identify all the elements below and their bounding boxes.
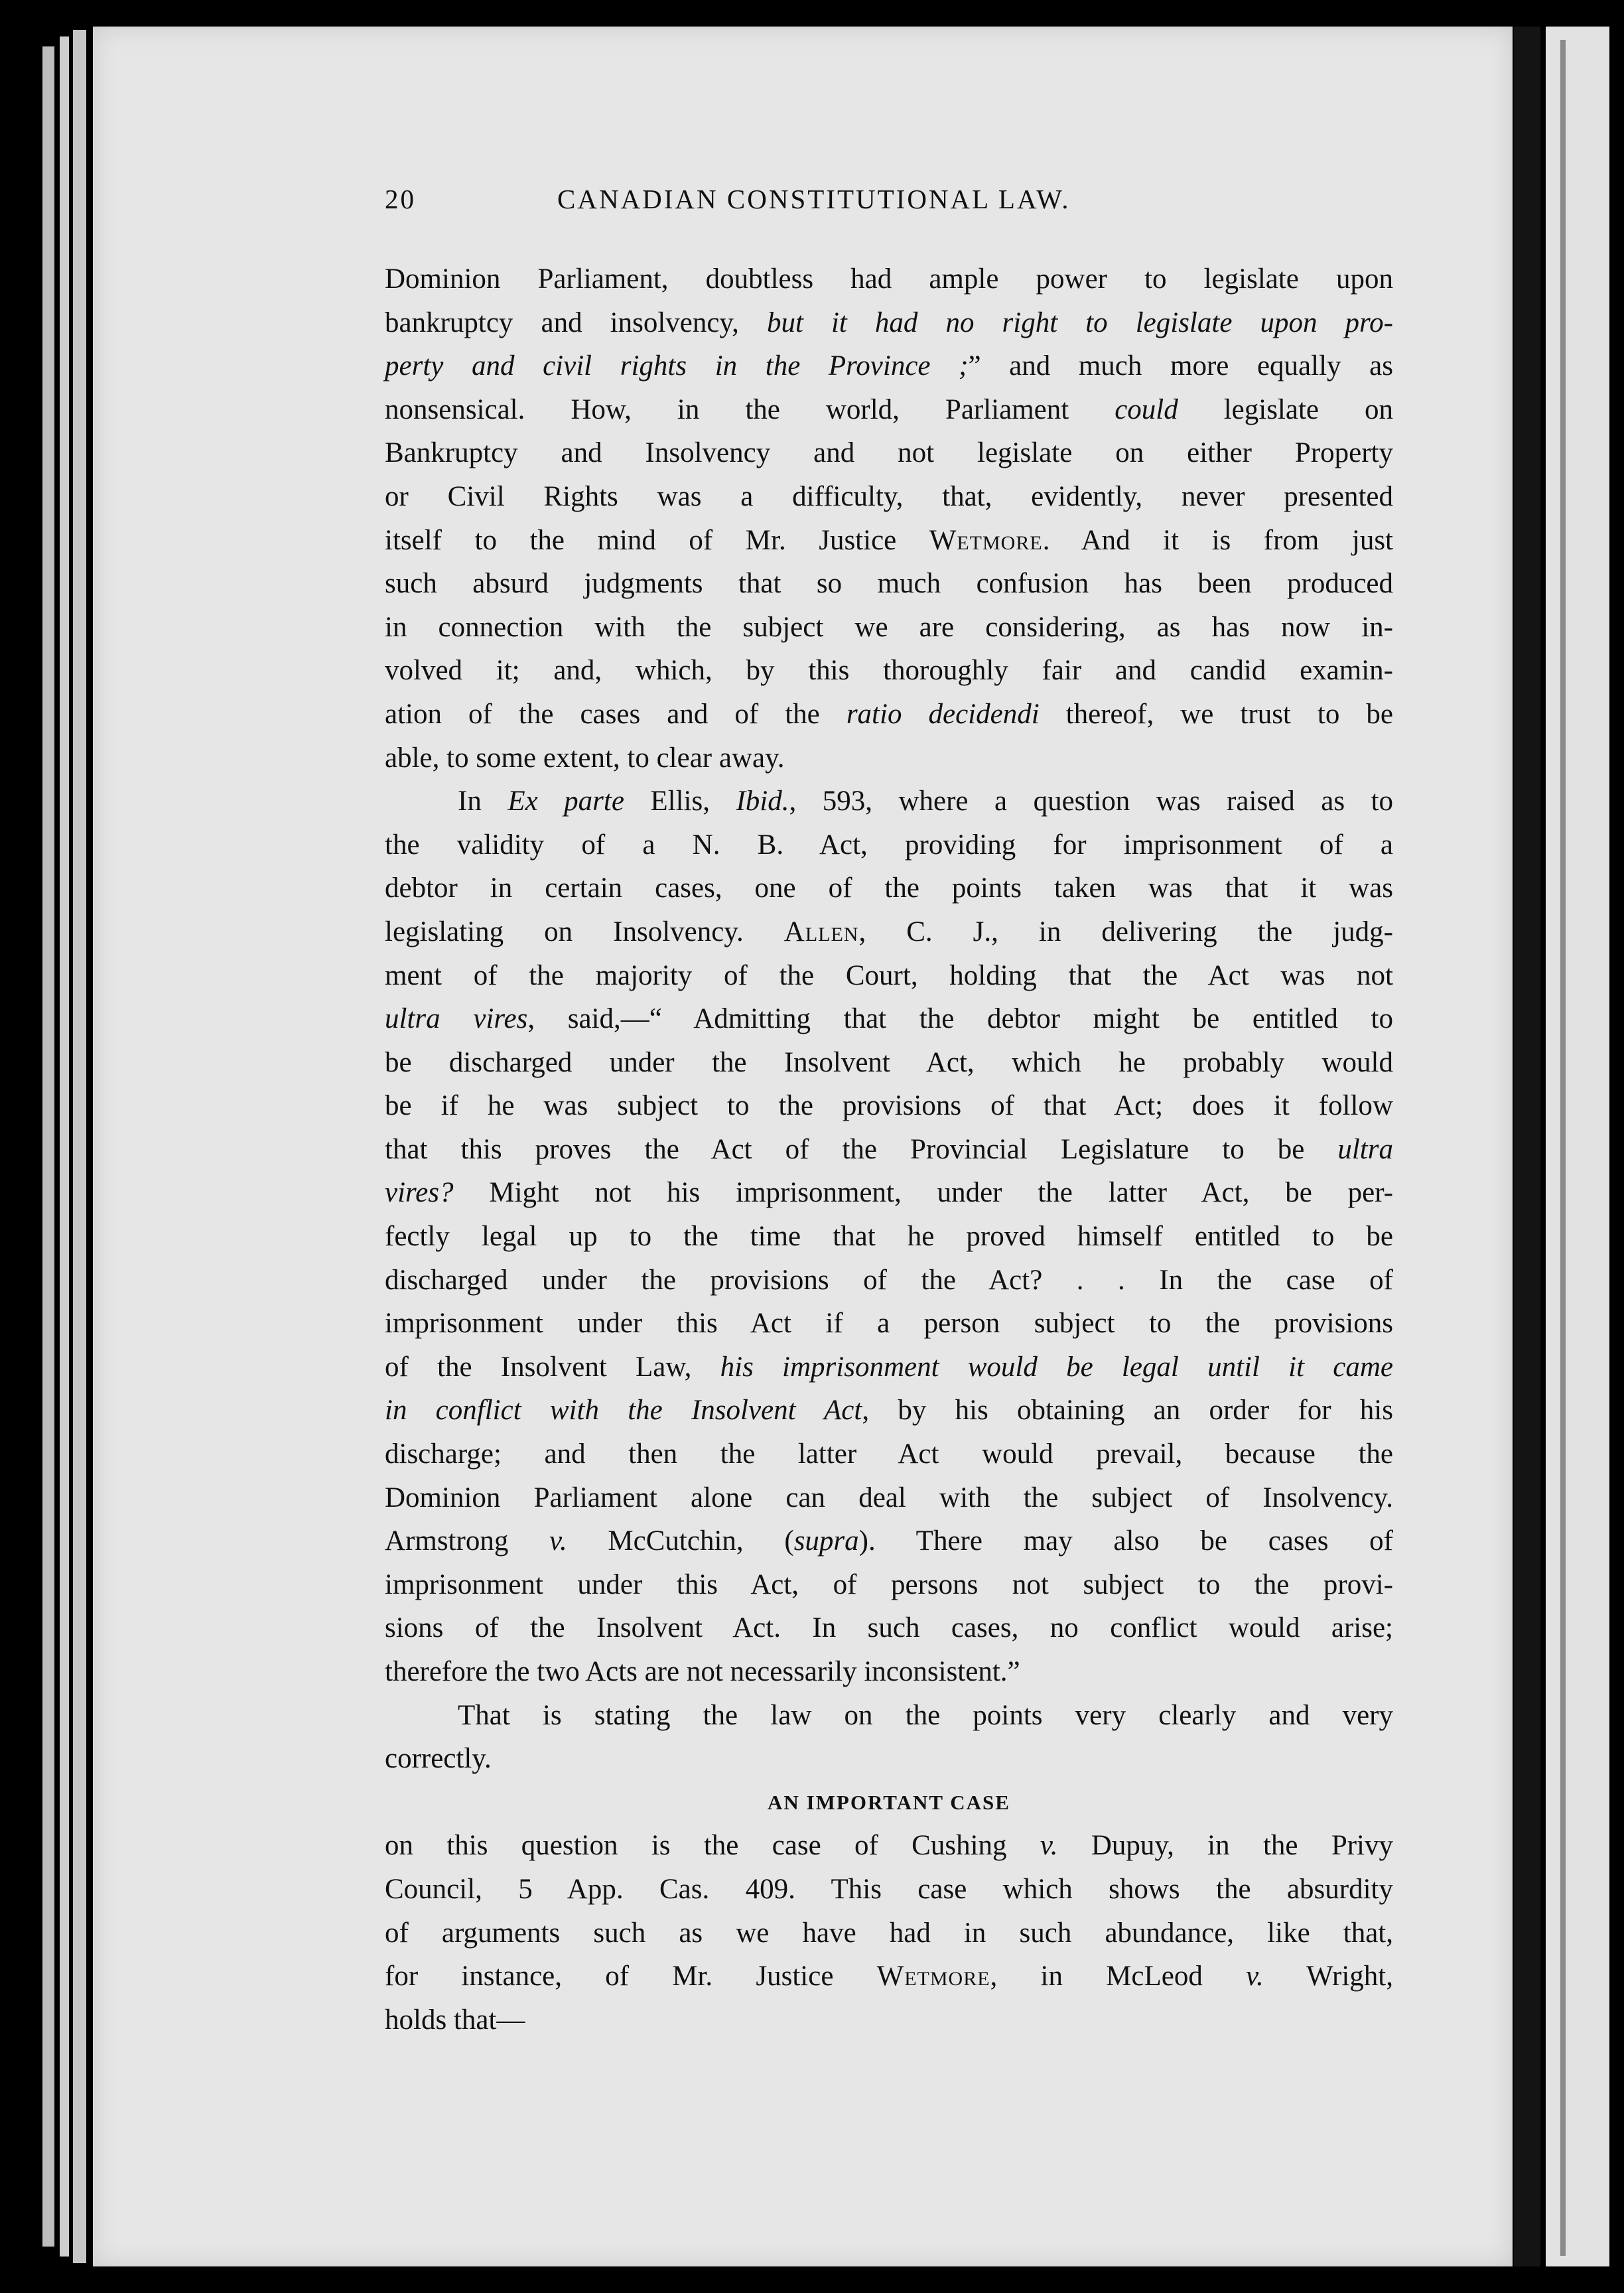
text-line <box>385 1955 1393 1998</box>
text-line <box>385 1606 1393 1650</box>
page-edge <box>60 36 69 2257</box>
text-run: That is stating the law on the points very clearly and very <box>458 1699 1393 1731</box>
facing-page-edge <box>1546 27 1609 2266</box>
text-line <box>385 867 1393 910</box>
italic-text: perty and civil rights in the Province ; <box>385 350 969 382</box>
text-run: discharge; and then the latter Act would prevail, because the <box>385 1438 1393 1470</box>
text-run: be if he was subject to the provisions of that Act; does it follow <box>385 1090 1393 1122</box>
italic-text: v. <box>1040 1830 1058 1862</box>
text-run: correctly. <box>385 1743 492 1775</box>
text-line <box>385 1389 1393 1432</box>
text-run: In <box>458 786 508 817</box>
italic-text: in conflict with the Insolvent Act <box>385 1395 862 1426</box>
text-run: , 593, where a question was raised as to <box>789 786 1394 817</box>
italic-text: vires? <box>385 1177 454 1209</box>
small-caps-name: Wetmore <box>876 1961 990 1992</box>
text-run: ). There may also be cases of <box>858 1525 1393 1557</box>
text-run: Armstrong <box>385 1525 550 1557</box>
book-gutter <box>1514 27 1540 2266</box>
text-line <box>385 257 1393 301</box>
text-line <box>385 1128 1393 1172</box>
text-line <box>385 997 1393 1041</box>
text-line <box>385 1824 1393 1868</box>
text-line <box>385 1302 1393 1346</box>
text-line <box>385 736 1393 780</box>
paragraph-4 <box>385 1824 1393 2042</box>
italic-text: Ex parte <box>508 786 624 817</box>
text-line <box>385 388 1393 432</box>
text-run: . And it is from just <box>1042 524 1393 556</box>
text-run: of arguments such as we have had in such abundance, like that, <box>385 1917 1393 1949</box>
text-run: legislate on <box>1178 393 1393 425</box>
text-run: be discharged under the Insolvent Act, which he probably would <box>385 1046 1393 1078</box>
text-run: Dominion Parliament alone can deal with the subject of Insolvency. <box>385 1482 1393 1513</box>
text-run: Bankruptcy and Insolvency and not legislate on either Property <box>385 437 1393 469</box>
text-run: on this question is the case of Cushing <box>385 1830 1040 1862</box>
text-run: volved it; and, which, by this thoroughly fair and candid examin- <box>385 655 1393 687</box>
text-line <box>385 301 1393 345</box>
page-edge <box>42 46 54 2247</box>
text-run: or Civil Rights was a difficulty, that, evidently, never presented <box>385 480 1393 512</box>
text-run: the validity of a N. B. Act, providing for imprisonment of a <box>385 829 1393 861</box>
paragraph-2 <box>385 780 1393 1693</box>
text-line <box>385 1084 1393 1128</box>
italic-text: could <box>1115 393 1178 425</box>
text-line <box>385 1259 1393 1302</box>
text-line <box>385 649 1393 693</box>
text-line <box>385 1432 1393 1476</box>
text-line <box>385 1041 1393 1085</box>
paragraph-1 <box>385 257 1393 780</box>
text-line <box>385 823 1393 867</box>
text-run: debtor in certain cases, one of the points taken was that it was <box>385 872 1393 904</box>
text-run: , C. J., in delivering the judg- <box>858 916 1393 947</box>
text-line <box>385 954 1393 998</box>
running-title: CANADIAN CONSTITUTIONAL LAW. <box>557 184 1071 214</box>
text-run: imprisonment under this Act, of persons not subject to the provi- <box>385 1568 1393 1600</box>
text-line <box>385 1215 1393 1259</box>
text-line <box>385 1346 1393 1389</box>
text-run: thereof, we trust to be <box>1039 698 1393 730</box>
italic-text: ultra vires <box>385 1003 528 1035</box>
text-run: fectly legal up to the time that he proved himself entitled to be <box>385 1221 1393 1253</box>
text-line <box>385 1868 1393 1911</box>
text-run: bankruptcy and insolvency, <box>385 307 767 338</box>
text-line <box>385 910 1393 954</box>
text-run: Dominion Parliament, doubtless had ample power to legislate upon <box>385 263 1393 295</box>
italic-text: but it had no right to legislate upon pro- <box>766 307 1393 338</box>
italic-text: v. <box>1246 1961 1264 1992</box>
text-run: holds that— <box>385 2004 525 2036</box>
italic-text: Ibid. <box>736 786 789 817</box>
text-run: discharged under the provisions of the Act? . . In the case of <box>385 1264 1393 1296</box>
text-line <box>385 431 1393 475</box>
facing-page-shadow <box>1560 40 1566 2256</box>
italic-text: ultra <box>1337 1133 1393 1165</box>
text-run: that this proves the Act of the Provincial Legislature to be <box>385 1133 1338 1165</box>
text-run: ment of the majority of the Court, holding that the Act was not <box>385 959 1393 991</box>
text-line <box>385 780 1393 823</box>
text-run: Ellis, <box>624 786 736 817</box>
small-caps-name: Wetmore <box>929 524 1043 556</box>
text-line <box>385 1519 1393 1563</box>
text-line <box>385 519 1393 563</box>
text-line <box>385 562 1393 606</box>
text-run: McCutchin, ( <box>567 1525 794 1557</box>
page-text <box>385 178 1393 2042</box>
page-edge <box>73 30 86 2263</box>
text-run: ” and much more equally as <box>968 350 1393 382</box>
text-run: of the Insolvent Law, <box>385 1351 720 1383</box>
subheading: AN IMPORTANT CASE <box>768 1790 1010 1814</box>
page-number: 20 <box>385 184 416 214</box>
text-run: sions of the Insolvent Act. In such cases, no conflict would arise; <box>385 1612 1393 1644</box>
text-line <box>385 1650 1393 1694</box>
text-line <box>385 1998 1393 2042</box>
text-run: Council, 5 App. Cas. 409. This case which shows the absurdity <box>385 1873 1393 1905</box>
text-line <box>385 475 1393 519</box>
text-line <box>385 344 1393 388</box>
text-line <box>385 1911 1393 1955</box>
text-run: legislating on Insolvency. <box>385 916 784 947</box>
small-caps-name: Allen <box>783 916 859 947</box>
text-line <box>385 693 1393 736</box>
text-run: therefore the two Acts are not necessarily inconsistent.” <box>385 1656 1020 1687</box>
italic-text: supra <box>793 1525 859 1557</box>
text-line <box>385 1171 1393 1215</box>
text-run: Dupuy, in the Privy <box>1057 1830 1393 1862</box>
text-run: ation of the cases and of the <box>385 698 846 730</box>
text-line <box>385 1563 1393 1607</box>
text-line <box>385 606 1393 650</box>
text-run: , by his obtaining an order for his <box>862 1395 1393 1426</box>
text-line <box>385 1694 1393 1738</box>
text-run: such absurd judgments that so much confusion has been produced <box>385 568 1393 600</box>
text-run: itself to the mind of Mr. Justice <box>385 524 929 556</box>
italic-text: his imprisonment would be legal until it came <box>720 1351 1393 1383</box>
text-run: able, to some extent, to clear away. <box>385 742 785 774</box>
text-run: in connection with the subject we are considering, as has now in- <box>385 611 1393 643</box>
text-run: , in McLeod <box>990 1961 1247 1992</box>
text-run: , said,—“ Admitting that the debtor might be entitled to <box>527 1003 1393 1035</box>
paragraph-3 <box>385 1694 1393 1781</box>
text-run: Might not his imprisonment, under the latter Act, be per- <box>453 1177 1393 1209</box>
text-run: imprisonment under this Act if a person subject to the provisions <box>385 1308 1393 1340</box>
running-head <box>385 178 1393 257</box>
text-run: Wright, <box>1263 1961 1393 1992</box>
text-line <box>385 1737 1393 1781</box>
text-line <box>385 1476 1393 1520</box>
text-run: for instance, of Mr. Justice <box>385 1961 877 1992</box>
italic-text: ratio decidendi <box>846 698 1040 730</box>
text-run: nonsensical. How, in the world, Parliament <box>385 393 1115 425</box>
italic-text: v. <box>549 1525 567 1557</box>
